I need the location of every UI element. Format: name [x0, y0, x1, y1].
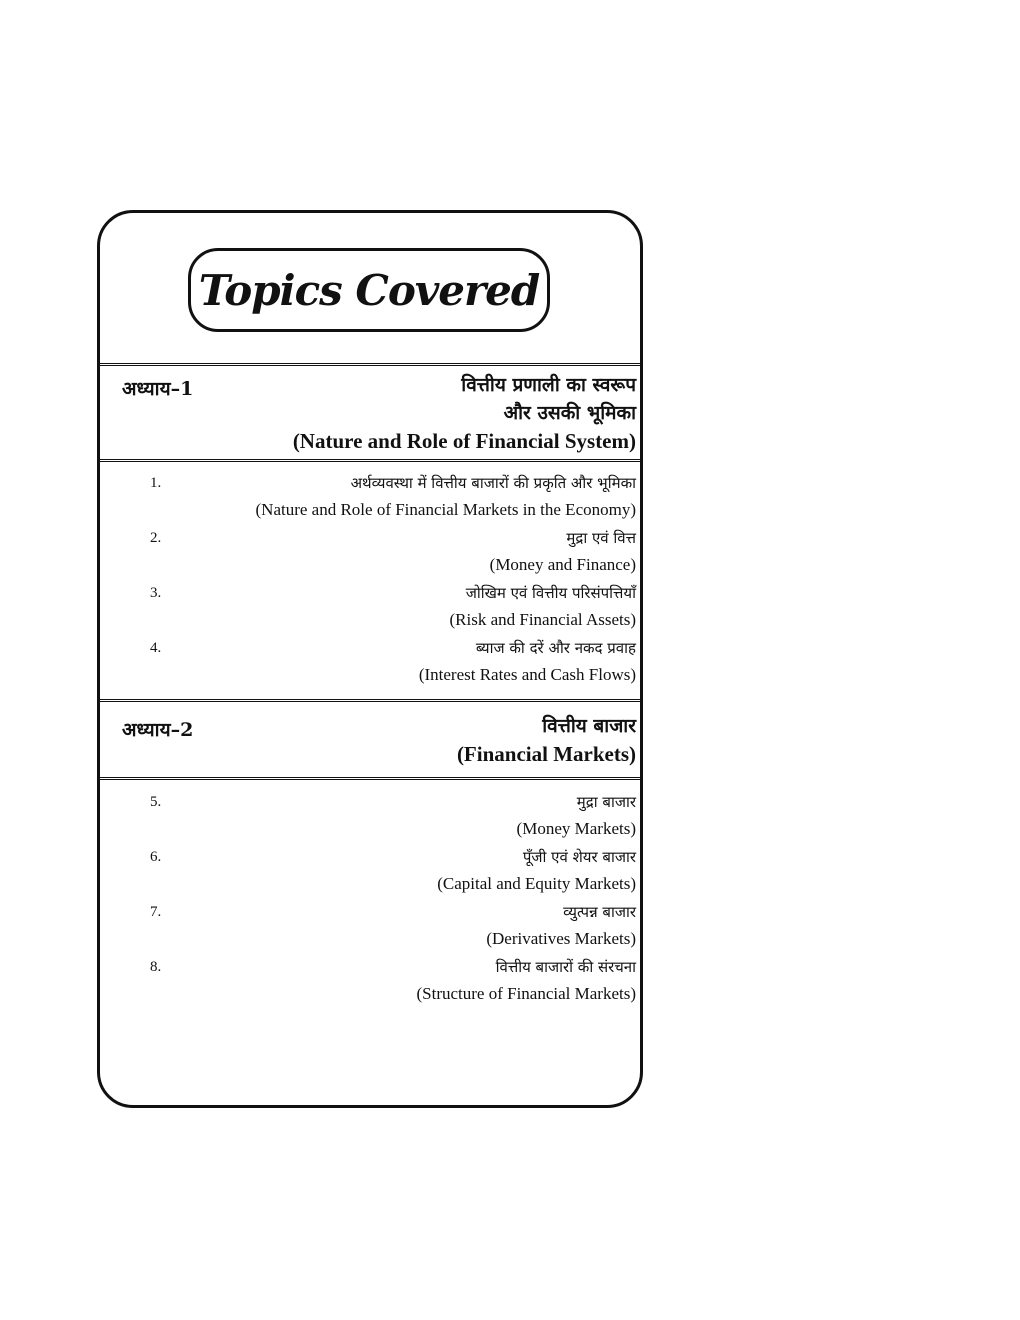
topic-title-en: (Interest Rates and Cash Flows): [418, 665, 636, 684]
chapter-1-title: [293, 371, 636, 455]
divider: [100, 699, 640, 702]
chapter-2-title: [457, 712, 636, 768]
topic-title-hi: पूँजी एवं शेयर बाजार: [522, 848, 636, 866]
topic-title-en: (Money Markets): [516, 819, 636, 838]
chapter-1-title-hi-line2: और उसकी भूमिका: [503, 402, 636, 424]
topic-title-hi: ब्याज की दरें और नकद प्रवाह: [475, 639, 636, 657]
chapter-2-label: अध्याय–2: [122, 719, 194, 741]
topic-title-hi: मुद्रा बाजार: [576, 793, 636, 811]
topic-title-en: (Risk and Financial Assets): [449, 610, 636, 629]
chapter-1-title-en: (Nature and Role of Financial System): [292, 429, 636, 453]
topic-number: 1.: [150, 475, 162, 491]
topic-title-hi: व्युत्पन्न बाजार: [563, 903, 636, 921]
page-title: Topics Covered: [198, 265, 540, 315]
topic-title-en: (Money and Finance): [489, 555, 636, 574]
topic-number: 7.: [150, 904, 162, 920]
topic-number: 2.: [150, 530, 162, 546]
divider: [100, 363, 640, 366]
chapter-2-title-hi-line1: वित्तीय बाजार: [542, 715, 636, 737]
divider: [100, 459, 640, 462]
divider: [100, 777, 640, 780]
chapter-1-title-hi-line1: वित्तीय प्रणाली का स्वरूप: [461, 374, 636, 396]
chapter-1-label: अध्याय–1: [122, 378, 194, 400]
topic-number: 4.: [150, 640, 162, 656]
topic-number: 6.: [150, 849, 162, 865]
chapter-2-title-en: (Financial Markets): [456, 742, 636, 766]
topic-title-hi: मुद्रा एवं वित्त: [566, 529, 636, 547]
topic-number: 8.: [150, 959, 162, 975]
topics-card: [97, 210, 643, 1108]
title-box: [188, 248, 550, 332]
topic-title-en: (Capital and Equity Markets): [437, 874, 636, 893]
topic-number: 5.: [150, 794, 162, 810]
topic-title-hi: जोखिम एवं वित्तीय परिसंपत्तियाँ: [465, 584, 636, 602]
topic-title-en: (Structure of Financial Markets): [416, 984, 636, 1003]
topic-title-en: (Derivatives Markets): [486, 929, 636, 948]
topic-title-hi: वित्तीय बाजारों की संरचना: [495, 958, 636, 976]
topic-number: 3.: [150, 585, 162, 601]
topic-title-hi: अर्थव्यवस्था में वित्तीय बाजारों की प्रकृति और भूमिका: [350, 474, 636, 492]
topic-title-en: (Nature and Role of Financial Markets in the Economy): [255, 500, 636, 519]
